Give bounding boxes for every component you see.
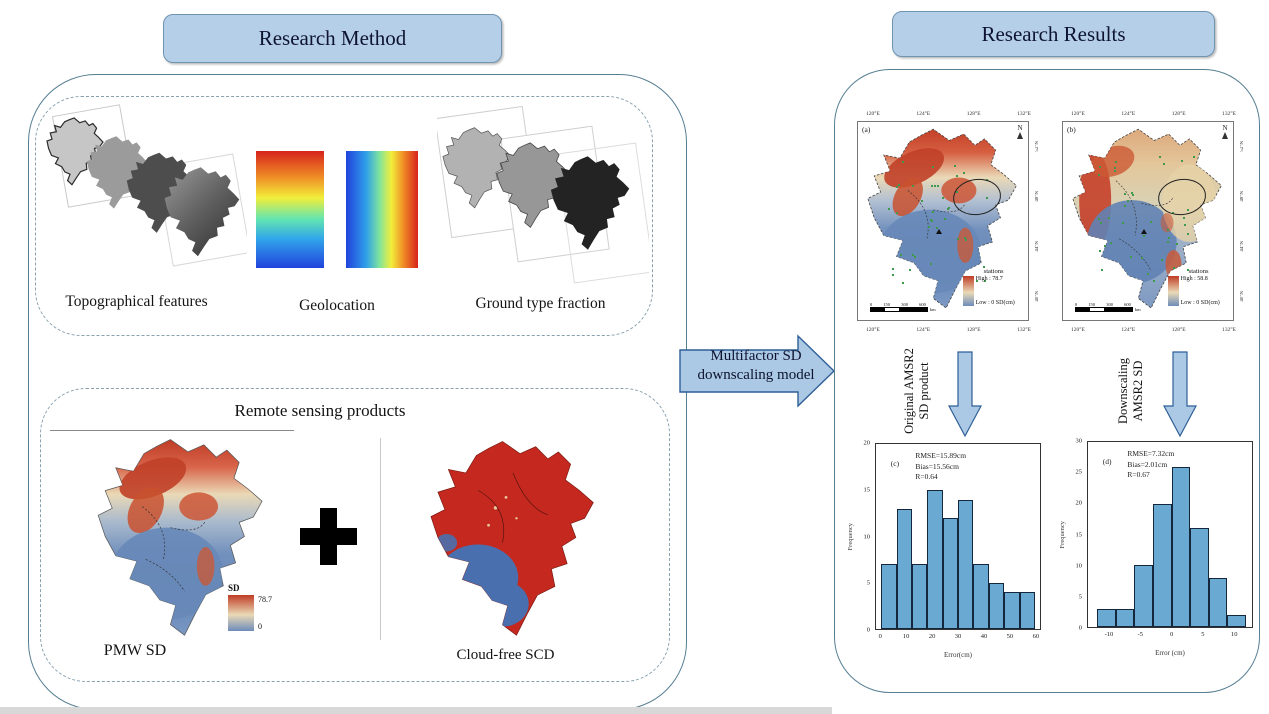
flow-left-label: Original AMSR2 SD product [902,348,931,434]
hist-c-annotation [915,451,966,483]
station-dot [902,161,904,163]
map-b-lat-ticks [1236,121,1249,321]
hist-c-plot [875,443,1041,630]
tick-label: 120°E [866,327,880,333]
x-tick-label: -10 [1104,631,1114,638]
map-a-panel-label: (a) [862,125,871,134]
y-tick-label: 5 [1078,593,1082,601]
station-dot [1122,222,1124,224]
histogram-bar [897,509,912,629]
station-dot [1187,233,1189,235]
station-dot [930,219,932,221]
tick-label: 128°E [1171,327,1186,333]
histogram-bar [1004,592,1019,629]
station-dot [956,175,958,177]
north-arrow-icon: N [1017,125,1023,139]
histogram-bar [973,564,988,629]
histogram-bar [1153,504,1172,627]
down-arrow-left-icon [947,350,983,438]
histogram-bar [881,564,896,629]
y-tick-label: 15 [863,486,870,494]
y-tick-label: 20 [863,439,870,447]
station-dot [954,165,956,167]
x-tick-label: 50 [1006,633,1014,640]
station-dot [914,256,916,258]
station-dot [1124,205,1126,207]
tick-label: 124°E [1121,111,1136,117]
tick-label: 40°N [1035,290,1040,302]
hist-d-plot [1087,441,1253,628]
y-tick-label: 0 [866,626,870,634]
station-dot [1110,242,1112,244]
tick-label: 150 [1088,302,1096,308]
station-dot [1143,235,1145,237]
station-dot [932,211,934,213]
tick-label: 300 [901,302,908,308]
tick-label: 48°N [1035,190,1040,202]
station-dot [896,186,898,188]
station-dot [942,197,944,199]
station-dot [1181,160,1183,162]
hist-c-ylabel: Frequency [847,522,854,550]
station-dot [1161,259,1163,261]
station-dot [1114,170,1116,172]
station-dot [964,237,966,239]
tick-label: 132°E [1222,111,1236,117]
station-dot [1193,156,1195,158]
title-underline [50,430,294,431]
tick-label: 132°E [1017,111,1031,117]
remote-sensing-title: Remote sensing products [234,401,406,420]
histogram-bar [912,564,927,629]
station-dot [963,172,965,174]
x-tick-label: 40 [980,633,988,640]
station-dot [1101,269,1103,271]
station-dot [934,185,936,187]
y-tick-label: 15 [1075,531,1082,538]
scalebar-unit: km [1134,307,1141,313]
station-dot [912,185,914,187]
station-dot [1098,218,1100,220]
pmw-colorbar [228,583,272,631]
tick-label: 52°N [1240,140,1245,152]
histogram-bar [989,583,1004,629]
station-dot [892,268,894,270]
hist-d-annotation [1127,449,1174,481]
legend-title: stations [983,268,1004,276]
method-header-label: Research Method [258,26,407,50]
tick-label: 52°N [1035,140,1040,152]
x-tick-label: 0 [878,633,882,640]
x-tick-label: -5 [1137,631,1143,638]
station-dot [1184,224,1186,226]
map-a-scalebar [870,302,936,312]
station-dot [1099,166,1101,168]
station-dot [1183,217,1185,219]
topographical-layers-image [42,102,247,292]
station-dot [930,263,932,265]
ground-type-layers-image [437,96,649,292]
station-dot [902,282,904,284]
station-dot [1159,156,1161,158]
station-marker-icon [936,229,942,234]
flow-right-label: Downscaling AMSR2 SD [1116,358,1145,424]
histogram-c [845,437,1047,662]
x-tick-label: 10 [902,633,910,640]
histogram-bar [1097,609,1116,628]
tick-label: 600 [919,302,926,308]
station-dot [1124,193,1126,195]
histogram-bar [1190,528,1209,627]
geolocation-longitude-gradient [346,151,418,268]
scalebar-unit: km [929,307,936,313]
bottom-gray-strip [0,707,832,714]
map-a-lat-ticks [1031,121,1044,321]
geolocation-latitude-gradient [256,151,324,268]
tick-label: 128°E [1171,111,1186,117]
tick-label: 150 [883,302,891,308]
histogram-bar [1020,592,1035,629]
pmw-colorbar-low: 0 [258,622,262,631]
station-marker-icon [1141,229,1147,234]
stat-line: Bias=15.56cm [915,461,959,471]
scalebar-bar [1075,307,1133,312]
tick-label: 128°E [966,111,981,117]
tick-label: 44°N [1035,240,1040,252]
tick-label: 44°N [1240,240,1245,252]
map-a-top-ticks [852,111,1045,117]
histogram-bar [1172,467,1191,627]
station-dot [892,274,894,276]
histogram-bar [1116,609,1135,628]
station-dot [931,185,933,187]
station-dot [1098,174,1100,176]
y-tick-label: 30 [1075,437,1082,445]
tick-label: 300 [1106,302,1113,308]
legend-high-label: High : 58.8 [1180,276,1208,283]
tick-label: 124°E [916,327,931,333]
method-header [163,14,502,63]
results-header [892,11,1215,57]
tick-label: 120°E [1071,111,1085,117]
x-tick-label: 0 [1169,631,1174,638]
station-dot [1141,257,1143,259]
map-panel-b [1057,110,1250,345]
map-b-frame [1062,121,1234,321]
station-dot [1168,237,1170,239]
tick-label: 120°E [866,111,880,117]
map-panel-a [852,110,1045,345]
x-tick-label: 20 [928,633,936,640]
hist-d-yticks [1069,437,1084,632]
station-dot [932,166,934,168]
legend-colorbar [1168,276,1179,306]
x-tick-label: 30 [954,633,962,640]
station-dot [1099,250,1101,252]
station-dot [1115,161,1117,163]
tick-label: 0 [869,302,873,308]
tick-label: 600 [1124,302,1131,308]
station-dot [1150,221,1152,223]
y-tick-label: 25 [1075,468,1082,476]
station-dot [1100,222,1102,224]
hist-c-xlabel: Error(cm) [944,651,972,659]
pmw-colorbar-high: 78.7 [258,595,272,604]
station-dot [888,208,890,210]
station-dot [1114,167,1116,169]
station-dot [1131,192,1133,194]
down-arrow-right-icon [1162,350,1198,438]
station-dot [1108,217,1110,219]
station-dot [1176,243,1178,245]
divider-line [380,438,381,640]
x-tick-label: 5 [1201,631,1205,638]
pmw-colorbar-title: SD [228,583,240,593]
pmw-sd-label: PMW SD [103,642,167,659]
pmw-colorbar-gradient [228,595,254,631]
map-a-bottom-ticks [852,327,1045,333]
map-b-top-ticks [1057,111,1250,117]
station-dot [928,226,930,228]
geolocation-label: Geolocation [299,297,375,314]
histogram-bar [958,500,973,630]
legend-low-label: Low : 0 SD(cm) [1180,300,1220,307]
hist-d-panel-label: (d) [1102,456,1112,466]
station-dot [909,269,911,271]
histogram-d [1057,435,1259,660]
station-dot [898,184,900,186]
tick-label: 120°E [1071,327,1085,333]
stat-line: RMSE=15.89cm [915,451,967,461]
y-tick-label: 10 [1075,562,1082,570]
station-dot [1163,163,1165,165]
station-dot [900,254,902,256]
histogram-bar [1209,578,1228,627]
station-dot [1147,273,1149,275]
histogram-bar [1227,615,1246,627]
stat-line: R=0.67 [1127,470,1150,480]
map-a-legend [963,268,1025,306]
station-dot [948,207,950,209]
tick-label: 128°E [966,327,981,333]
tick-label: 0 [1074,302,1078,308]
x-tick-label: 10 [1230,631,1238,638]
map-b-panel-label: (b) [1067,125,1076,134]
tick-label: 124°E [1121,327,1136,333]
station-dot [1153,280,1155,282]
map-b-scalebar [1075,302,1141,312]
station-dot [896,212,898,214]
tick-label: 132°E [1017,327,1031,333]
legend-high-label: High : 78.7 [975,276,1003,283]
legend-colorbar [963,276,974,306]
station-dot [921,200,923,202]
hist-c-yticks [857,439,872,634]
scalebar-bar [870,307,928,312]
y-tick-label: 5 [866,579,870,587]
results-header-label: Research Results [981,21,1126,46]
cloud-free-scd-label: Cloud-free SCD [456,647,555,663]
stat-line: Bias=2.01cm [1127,459,1168,469]
station-dot [1167,229,1169,231]
tick-label: 40°N [1240,290,1245,302]
tick-label: 124°E [916,111,931,117]
hist-d-ylabel: Frequency [1059,520,1066,548]
plus-icon [300,508,357,565]
model-arrow-label: Multifactor SD downscaling model [697,348,815,383]
stat-line: R=0.64 [915,472,938,482]
station-dot [937,185,939,187]
map-a-frame [857,121,1029,321]
map-b-legend [1168,268,1230,306]
histogram-bar [1134,565,1153,627]
hist-d-xticks [1087,631,1253,640]
station-dot [1130,256,1132,258]
tick-label: 132°E [1222,327,1236,333]
hist-d-xlabel: Error (cm) [1155,649,1185,657]
x-tick-label: 60 [1032,633,1040,640]
ground-type-label: Ground type fraction [475,295,606,312]
tick-label: 48°N [1240,190,1245,202]
stat-line: RMSE=7.32cm [1127,449,1175,459]
station-dot [912,254,914,256]
station-dot [957,238,959,240]
legend-title: stations [1188,268,1209,276]
station-dot [1104,245,1106,247]
y-tick-label: 20 [1075,499,1082,507]
hist-c-panel-label: (c) [890,458,900,468]
north-arrow-icon: N [1222,125,1228,139]
station-dot [1127,200,1129,202]
y-tick-label: 10 [863,533,870,540]
topographical-label: Topographical features [65,293,208,310]
hist-c-xticks [875,633,1041,642]
histogram-bar [927,490,942,629]
histogram-bar [943,518,958,629]
station-dot [944,218,946,220]
legend-low-label: Low : 0 SD(cm) [975,300,1015,307]
y-tick-label: 0 [1078,624,1082,632]
station-dot [1167,241,1169,243]
cloud-free-scd-map-image [385,438,641,644]
